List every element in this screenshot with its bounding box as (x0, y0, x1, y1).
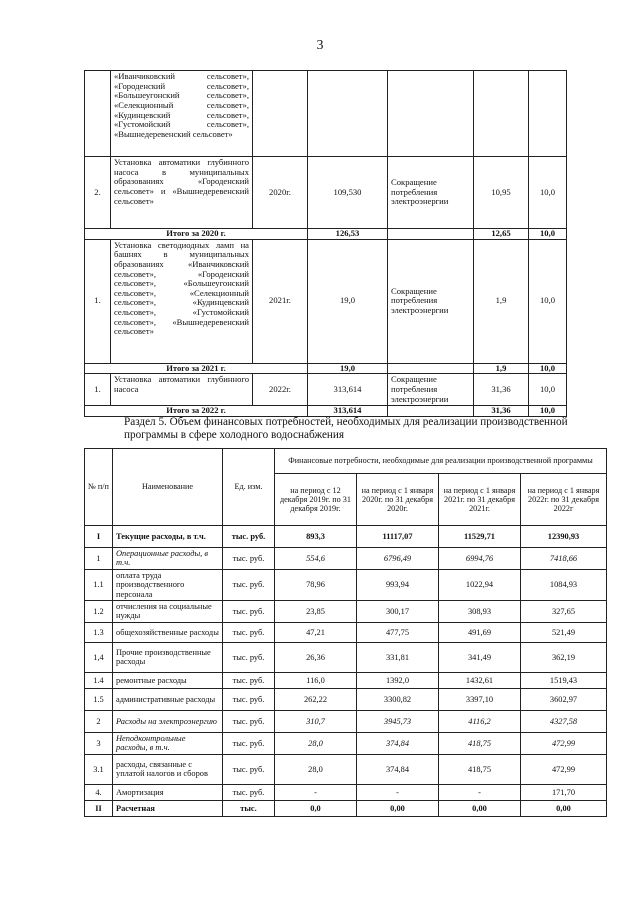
value-period-3: 6994,76 (439, 548, 521, 570)
table-cell: 19,0 (308, 239, 388, 363)
table-cell: 1. (85, 374, 111, 406)
table-row (85, 239, 567, 363)
row-name: общехозяйственные расходы (113, 622, 223, 642)
row-name: Расчетная (113, 800, 223, 816)
value-period-2: 1392,0 (357, 672, 439, 688)
value-period-4: 521,49 (521, 622, 607, 642)
header-num: № п/п (85, 449, 113, 526)
financial-needs-table (84, 448, 607, 817)
table-cell (253, 71, 308, 157)
row-number: 1,4 (85, 642, 113, 672)
table-row (85, 526, 607, 548)
total-saving: 1,9 (474, 363, 529, 374)
row-name: административные расходы (113, 688, 223, 710)
row-name: Неподконтрольные расходы, в т.ч. (113, 732, 223, 754)
row-unit: тыс. руб. (223, 688, 275, 710)
row-name: Текущие расходы, в т.ч. (113, 526, 223, 548)
table-cell (388, 229, 474, 240)
header-name: Наименование (113, 449, 223, 526)
total-saving: 12,65 (474, 229, 529, 240)
row-name: ремонтные расходы (113, 672, 223, 688)
total-label: Итого за 2022 г. (85, 406, 308, 417)
value-period-3: 418,75 (439, 754, 521, 784)
value-period-4: 0,00 (521, 800, 607, 816)
table-cell: 10,0 (529, 157, 567, 229)
total-cost: 19,0 (308, 363, 388, 374)
header-period-2: на период с 1 января 2020г. по 31 декабря 2020г. (357, 474, 439, 526)
value-period-1: 28,0 (275, 754, 357, 784)
table-row (85, 710, 607, 732)
value-period-2: 374,84 (357, 732, 439, 754)
table-cell: Сокращение потребления электроэнергии (388, 157, 474, 229)
row-number: 1.3 (85, 622, 113, 642)
table-row (85, 672, 607, 688)
header-period-4: на период с 1 января 2022г. по 31 декабря 2022г (521, 474, 607, 526)
value-period-2: - (357, 784, 439, 800)
table-cell: 109,530 (308, 157, 388, 229)
total-period: 10,0 (529, 406, 567, 417)
table-cell (474, 71, 529, 157)
value-period-3: 491,69 (439, 622, 521, 642)
table-cell: «Иванчиковский сельсовет», «Городенский сельсовет», «Большеугонский сельсовет», «Селекционный сельсовет», «Кудинцевский сельсовет», «Густомойский сельсовет», «Вышнедеревенский сельсовет» (111, 71, 253, 157)
value-period-4: 7418,66 (521, 548, 607, 570)
table-cell: 2021г. (253, 239, 308, 363)
table-cell: 1,9 (474, 239, 529, 363)
table-cell (388, 406, 474, 417)
row-unit: тыс. руб. (223, 710, 275, 732)
row-number: 2 (85, 710, 113, 732)
table-row (85, 157, 567, 229)
total-row-2022 (85, 406, 567, 417)
table-cell (388, 71, 474, 157)
measures-table (84, 70, 567, 417)
value-period-1: 116,0 (275, 672, 357, 688)
row-name: расходы, связанные с уплатой налогов и сборов (113, 754, 223, 784)
row-unit: тыс. руб. (223, 548, 275, 570)
row-name: Расходы на электроэнергию (113, 710, 223, 732)
table-row (85, 754, 607, 784)
value-period-2: 3945,73 (357, 710, 439, 732)
row-name: Прочие производственные расходы (113, 642, 223, 672)
total-row-2021 (85, 363, 567, 374)
value-period-4: 472,99 (521, 754, 607, 784)
table-row (85, 601, 607, 623)
row-unit: тыс. руб. (223, 672, 275, 688)
row-number: 4. (85, 784, 113, 800)
table-row (85, 374, 567, 406)
total-label: Итого за 2020 г. (85, 229, 308, 240)
header-unit: Ед. изм. (223, 449, 275, 526)
total-saving: 31,36 (474, 406, 529, 417)
total-row-2020 (85, 229, 567, 240)
table-cell (308, 71, 388, 157)
total-cost: 313,614 (308, 406, 388, 417)
total-cost: 126,53 (308, 229, 388, 240)
value-period-2: 0,00 (357, 800, 439, 816)
value-period-1: 893,3 (275, 526, 357, 548)
table-cell: Установка автоматики глубинного насоса в муниципальных образованиях «Городенский сельсовет» и «Вышнедеревенский сельсовет» (111, 157, 253, 229)
value-period-2: 11117,07 (357, 526, 439, 548)
table-row (85, 784, 607, 800)
table-cell: 313,614 (308, 374, 388, 406)
row-unit: тыс. (223, 800, 275, 816)
value-period-1: 0,0 (275, 800, 357, 816)
table-body (85, 526, 607, 817)
value-period-4: 362,19 (521, 642, 607, 672)
value-period-2: 3300,82 (357, 688, 439, 710)
table-cell: Установка светодиодных ламп на башнях в муниципальных образованиях «Иванчиковский сельсовет», «Городенский сельсовет», «Большеугонский сельсовет», «Селекционный сельсовет», «Кудинцевский сельсовет», «Густомойский сельсовет», «Вышнедеревенский сельсовет» (111, 239, 253, 363)
value-period-2: 331,81 (357, 642, 439, 672)
row-number: I (85, 526, 113, 548)
value-period-3: 1022,94 (439, 569, 521, 600)
value-period-2: 300,17 (357, 601, 439, 623)
value-period-4: 1084,93 (521, 569, 607, 600)
row-unit: тыс. руб. (223, 601, 275, 623)
value-period-4: 171,70 (521, 784, 607, 800)
total-period: 10,0 (529, 363, 567, 374)
value-period-3: 1432,61 (439, 672, 521, 688)
page-number: 3 (316, 38, 324, 53)
value-period-1: 26,36 (275, 642, 357, 672)
section-title-text: Раздел 5. Объем финансовых потребностей, необходимых для реализации производственной программы в сфере холодного водоснабжения (124, 416, 568, 441)
table-row (85, 569, 607, 600)
row-name: отчисления на социальные нужды (113, 601, 223, 623)
value-period-1: 23,85 (275, 601, 357, 623)
table-row (85, 732, 607, 754)
value-period-4: 472,99 (521, 732, 607, 754)
table-row (85, 800, 607, 816)
table-cell: Установка автоматики глубинного насоса (111, 374, 253, 406)
header-group: Финансовые потребности, необходимые для реализации производственной программы (275, 449, 607, 474)
value-period-1: 554,6 (275, 548, 357, 570)
table-cell (85, 71, 111, 157)
value-period-3: 3397,10 (439, 688, 521, 710)
table-cell (529, 71, 567, 157)
value-period-1: - (275, 784, 357, 800)
value-period-3: 418,75 (439, 732, 521, 754)
row-unit: тыс. руб. (223, 569, 275, 600)
value-period-3: 0,00 (439, 800, 521, 816)
row-number: 1 (85, 548, 113, 570)
value-period-1: 28,0 (275, 732, 357, 754)
value-period-2: 6796,49 (357, 548, 439, 570)
row-unit: тыс. руб. (223, 754, 275, 784)
header-row (85, 449, 607, 474)
value-period-2: 993,94 (357, 569, 439, 600)
total-period: 10,0 (529, 229, 567, 240)
value-period-2: 374,84 (357, 754, 439, 784)
row-unit: тыс. руб. (223, 526, 275, 548)
row-number: II (85, 800, 113, 816)
value-period-4: 4327,58 (521, 710, 607, 732)
row-number: 1.1 (85, 569, 113, 600)
header-period-1: на период с 12 декабря 2019г. по 31 декабря 2019г. (275, 474, 357, 526)
table-cell: Сокращение потребления электроэнергии (388, 239, 474, 363)
table-row (85, 622, 607, 642)
value-period-3: 4116,2 (439, 710, 521, 732)
table-cell: 10,95 (474, 157, 529, 229)
value-period-1: 310,7 (275, 710, 357, 732)
value-period-3: - (439, 784, 521, 800)
table-row (85, 642, 607, 672)
value-period-1: 47,21 (275, 622, 357, 642)
row-unit: тыс. руб. (223, 622, 275, 642)
table-cell: 2. (85, 157, 111, 229)
value-period-4: 12390,93 (521, 526, 607, 548)
value-period-2: 477,75 (357, 622, 439, 642)
value-period-3: 308,93 (439, 601, 521, 623)
value-period-3: 11529,71 (439, 526, 521, 548)
value-period-4: 1519,43 (521, 672, 607, 688)
table-cell: 2022г. (253, 374, 308, 406)
row-number: 1.5 (85, 688, 113, 710)
row-unit: тыс. руб. (223, 642, 275, 672)
row-unit: тыс. руб. (223, 732, 275, 754)
table-cell: 31,36 (474, 374, 529, 406)
row-name: Амортизация (113, 784, 223, 800)
row-unit: тыс. руб. (223, 784, 275, 800)
row-name: Операционные расходы, в т.ч. (113, 548, 223, 570)
row-number: 1.2 (85, 601, 113, 623)
row-number: 3.1 (85, 754, 113, 784)
table-cell: Сокращение потребления электроэнергии (388, 374, 474, 406)
table-cell: 10,0 (529, 374, 567, 406)
section-5-title (84, 416, 604, 442)
value-period-3: 341,49 (439, 642, 521, 672)
table-row (85, 71, 567, 157)
value-period-4: 327,65 (521, 601, 607, 623)
row-number: 1.4 (85, 672, 113, 688)
total-label: Итого за 2021 г. (85, 363, 308, 374)
value-period-1: 78,96 (275, 569, 357, 600)
row-name: оплата труда производственного персонала (113, 569, 223, 600)
table-cell: 10,0 (529, 239, 567, 363)
table-cell: 2020г. (253, 157, 308, 229)
row-number: 3 (85, 732, 113, 754)
table-row (85, 548, 607, 570)
table-row (85, 688, 607, 710)
value-period-4: 3602,97 (521, 688, 607, 710)
table-cell (388, 363, 474, 374)
table-cell: 1. (85, 239, 111, 363)
header-period-3: на период с 1 января 2021г. по 31 декабря 2021г. (439, 474, 521, 526)
value-period-1: 262,22 (275, 688, 357, 710)
